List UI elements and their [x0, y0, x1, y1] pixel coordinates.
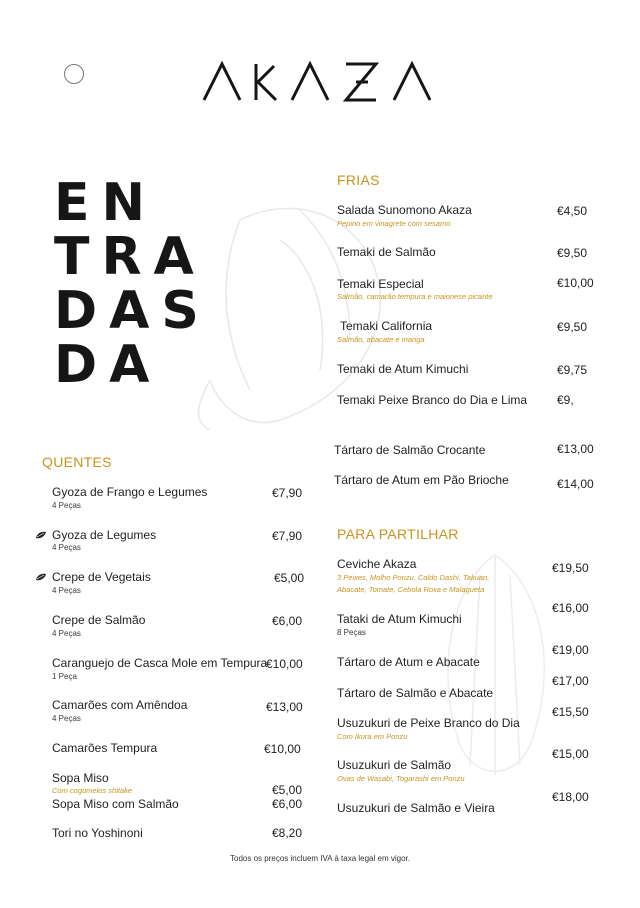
page-title-line: TRA — [54, 227, 206, 287]
menu-item-price: €10,00 — [557, 276, 594, 290]
menu-item-price: €5,00 — [272, 783, 303, 797]
menu-item-pieces: 1 Peça — [52, 672, 77, 681]
page-title-line: DA — [54, 335, 162, 395]
menu-item-name: Camarões com Amêndoa — [52, 698, 188, 712]
page-title-line: EN — [54, 173, 158, 233]
menu-item-price: €8,20 — [272, 826, 303, 840]
menu-item-price: €6,00 — [272, 797, 303, 811]
menu-item-price: €15,00 — [552, 747, 589, 761]
menu-item-price: €17,00 — [552, 674, 589, 688]
menu-item-description: Ovas de Wasabi, Togarashi em Ponzu — [337, 774, 465, 783]
menu-item-price: €19,00 — [552, 643, 589, 657]
menu-item-name: Caranguejo de Casca Mole em Tempura — [52, 656, 268, 670]
menu-item-name: Usuzukuri de Salmão — [337, 758, 452, 772]
menu-item-price: €14,00 — [557, 477, 594, 491]
page-title — [54, 173, 224, 395]
menu-item-price: €9, — [557, 393, 574, 407]
akaza-logo — [200, 60, 440, 104]
menu-item-price: €18,00 — [552, 790, 589, 804]
menu-item-price: €5,00 — [274, 571, 305, 585]
menu-item-name: Tataki de Atum Kimuchi — [337, 612, 462, 626]
menu-item-name: Gyoza de Legumes — [52, 528, 157, 542]
menu-item-name: Crepe de Salmão — [52, 613, 146, 627]
menu-item-name: Camarões Tempura — [52, 741, 158, 755]
decorative-circle — [64, 64, 84, 84]
section-title-quentes: QUENTES — [42, 454, 112, 470]
menu-item-price: €13,00 — [557, 442, 594, 456]
menu-item-price: €10,00 — [266, 657, 303, 671]
menu-item-price: €16,00 — [552, 601, 589, 615]
menu-item-description: Com cogumelos shitake — [52, 786, 133, 795]
menu-item-name: Tori no Yoshinoni — [52, 826, 143, 840]
leaf-icon — [35, 573, 47, 581]
menu-item-name: Salada Sunomono Akaza — [337, 203, 472, 217]
menu-item-description: Abacate, Tomate, Cebola Roxa e Malagueta — [337, 585, 485, 594]
menu-item-price: €10,00 — [264, 742, 301, 756]
menu-item-name: Tártaro de Atum em Pão Brioche — [334, 473, 509, 487]
menu-item-pieces: 4 Peças — [52, 543, 81, 552]
menu-item-name: Ceviche Akaza — [337, 557, 417, 571]
section-title-para-partilhar: PARA PARTILHAR — [337, 526, 459, 542]
menu-item-price: €9,50 — [557, 320, 588, 334]
menu-item-pieces: 4 Peças — [52, 629, 81, 638]
menu-item-name: Sopa Miso — [52, 771, 109, 785]
leaf-icon — [35, 531, 47, 539]
menu-item-price: €19,50 — [552, 561, 589, 575]
menu-item-name: Tártaro de Salmão Crocante — [334, 443, 486, 457]
menu-item-name: Usuzukuri de Peixe Branco do Dia — [337, 716, 520, 730]
menu-item-price: €4,50 — [557, 204, 588, 218]
menu-item-price: €13,00 — [266, 700, 303, 714]
menu-item-pieces: 4 Peças — [52, 586, 81, 595]
menu-item-price: €15,50 — [552, 705, 589, 719]
page-title-line: DAS — [54, 281, 211, 341]
menu-item-name: Temaki Peixe Branco do Dia e Lima — [337, 393, 528, 407]
menu-item-name: Sopa Miso com Salmão — [52, 797, 179, 811]
menu-item-name: Temaki de Atum Kimuchi — [337, 362, 469, 376]
menu-item-price: €7,90 — [272, 486, 303, 500]
menu-item-description: Salmão, camarão tempura e maionese picante — [337, 292, 493, 301]
menu-item-name: Gyoza de Frango e Legumes — [52, 485, 208, 499]
menu-item-name: Temaki Especial — [337, 277, 424, 291]
menu-item-pieces: 8 Peças — [337, 628, 366, 637]
menu-item-name: Crepe de Vegetais — [52, 570, 151, 584]
menu-item-price: €9,50 — [557, 246, 588, 260]
menu-item-pieces: 4 Peças — [52, 501, 81, 510]
menu-item-name: Tártaro de Salmão e Abacate — [337, 686, 494, 700]
footer-note: Todos os preços incluem IVA à taxa legal em vigor. — [230, 854, 410, 863]
menu-item-name: Temaki California — [340, 319, 433, 333]
menu-item-description: 3 Peixes, Molho Ponzu, Caldo Dashi, Takuan, — [337, 573, 490, 582]
menu-item-price: €7,90 — [272, 529, 303, 543]
menu-item-pieces: 4 Peças — [52, 714, 81, 723]
section-title-frias: FRIAS — [337, 172, 380, 188]
menu-item-description: Com Ikura em Ponzu — [337, 732, 408, 741]
menu-item-description: Pepino em vinagrete com sesamo — [337, 219, 451, 228]
menu-item-description: Salmão, abacate e manga — [337, 335, 425, 344]
menu-item-name: Temaki de Salmão — [337, 245, 436, 259]
menu-item-price: €9,75 — [557, 363, 588, 377]
menu-item-name: Usuzukuri de Salmão e Vieira — [337, 801, 495, 815]
menu-item-name: Tártaro de Atum e Abacate — [337, 655, 480, 669]
menu-item-price: €6,00 — [272, 614, 303, 628]
